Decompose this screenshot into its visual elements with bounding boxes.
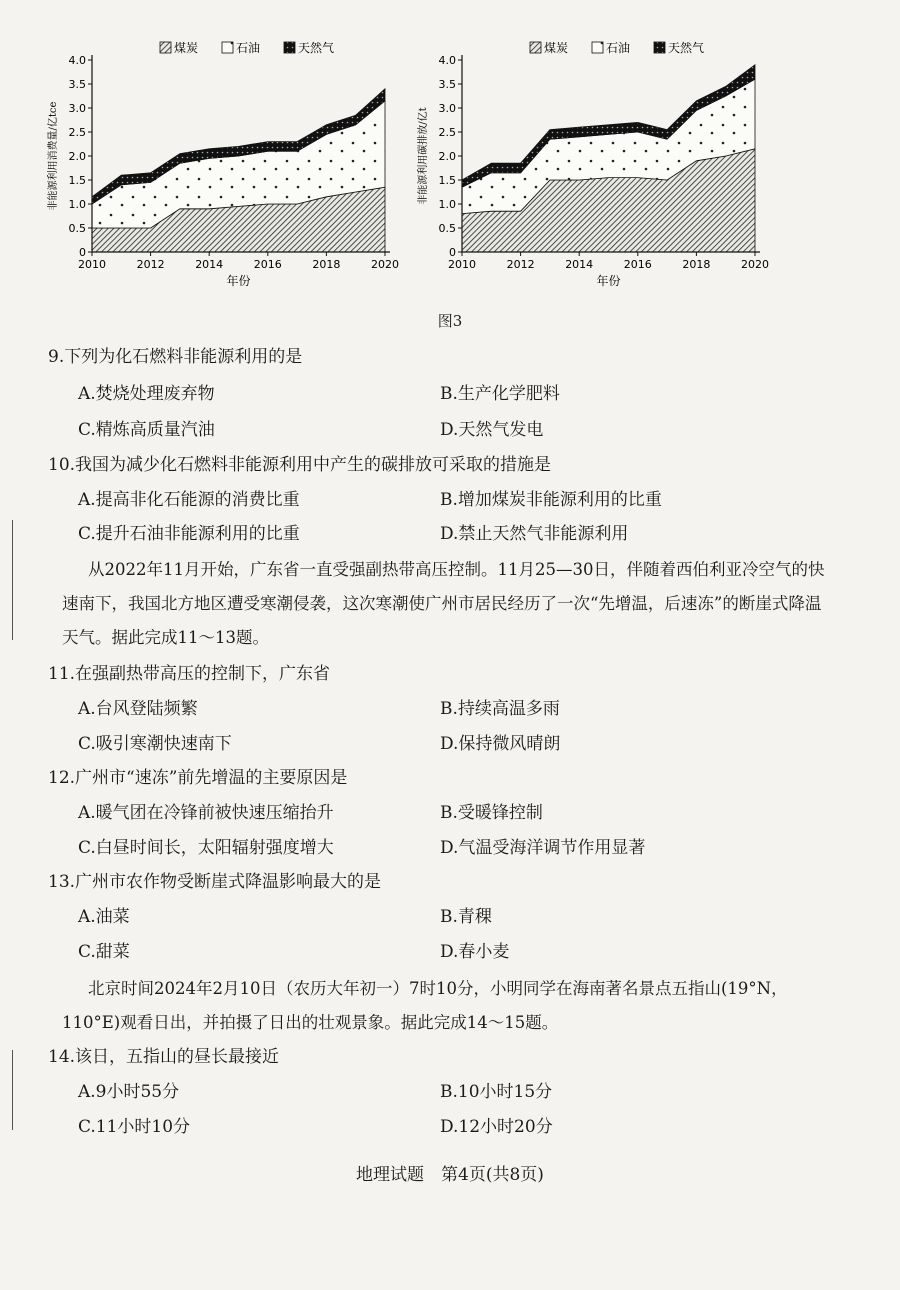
chart-consumption — [40, 30, 420, 300]
y-tick-label: 2.0 — [438, 150, 456, 163]
x-axis-label: 年份 — [596, 274, 621, 288]
option-10a: A.提高非化石能源的消费比重 — [78, 490, 300, 510]
legend-label: 天然气 — [298, 41, 335, 55]
legend-label: 天然气 — [668, 41, 705, 55]
y-tick-label: 3.0 — [68, 102, 86, 115]
option-9c: C.精炼高质量汽油 — [78, 420, 215, 440]
y-tick-label: 0.5 — [438, 222, 456, 235]
x-tick-label: 2016 — [623, 258, 652, 271]
legend-label: 煤炭 — [174, 41, 199, 55]
option-12d: D.气温受海洋调节作用显著 — [440, 838, 646, 858]
option-13a: A.油菜 — [78, 907, 130, 927]
question-12: 12.广州市“速冻”前先增温的主要原因是 — [48, 768, 348, 788]
option-11d: D.保持微风晴朗 — [440, 734, 561, 754]
y-tick-label: 3.0 — [438, 102, 456, 115]
binding-margin-line — [12, 520, 13, 640]
legend-swatch — [530, 42, 541, 53]
option-12b: B.受暖锋控制 — [440, 803, 543, 823]
x-tick-label: 2012 — [506, 258, 535, 271]
option-9d: D.天然气发电 — [440, 420, 544, 440]
legend-label: 石油 — [606, 41, 631, 55]
binding-margin-line-lower — [12, 1050, 13, 1130]
question-13: 13.广州市农作物受断崖式降温影响最大的是 — [48, 872, 382, 892]
passage-11-13: 从2022年11月开始，广东省一直受强副热带高压控制。11月25—30日，伴随着西伯利亚冷空气的快速南下，我国北方地区遭受寒潮侵袭，这次寒潮使广州市居民经历了一次“先增温，后速冻”的断崖式降温天气。据此完成11～13题。 — [62, 560, 825, 647]
y-tick-label: 1.5 — [438, 174, 456, 187]
option-14d: D.12小时20分 — [440, 1117, 553, 1137]
option-13b: B.青稞 — [440, 907, 492, 927]
y-tick-label: 2.0 — [68, 150, 86, 163]
y-tick-label: 3.5 — [438, 78, 456, 91]
legend-swatch — [592, 42, 603, 53]
option-14a: A.9小时55分 — [78, 1082, 180, 1102]
y-tick-label: 0 — [449, 246, 456, 259]
x-tick-label: 2010 — [448, 258, 476, 271]
y-tick-label: 1.5 — [68, 174, 86, 187]
x-tick-label: 2010 — [78, 258, 106, 271]
x-tick-label: 2012 — [136, 258, 165, 271]
option-12a: A.暖气团在冷锋前被快速压缩抬升 — [78, 803, 334, 823]
option-11b: B.持续高温多雨 — [440, 699, 560, 719]
y-tick-label: 2.5 — [68, 126, 86, 139]
y-tick-label: 4.0 — [68, 54, 86, 67]
figure-caption: 图3 — [437, 312, 463, 330]
page-footer: 地理试题 第4页(共8页) — [356, 1165, 544, 1185]
legend-swatch — [654, 42, 665, 53]
x-tick-label: 2014 — [565, 258, 594, 271]
option-14b: B.10小时15分 — [440, 1082, 553, 1102]
y-axis-label: 非能源利用消费量/亿tce — [48, 101, 59, 211]
x-tick-label: 2020 — [371, 258, 399, 271]
x-tick-label: 2020 — [741, 258, 769, 271]
legend-label: 煤炭 — [544, 41, 569, 55]
option-11c: C.吸引寒潮快速南下 — [78, 734, 232, 754]
figure-3 — [40, 30, 860, 300]
question-14: 14.该日，五指山的昼长最接近 — [48, 1047, 280, 1067]
passage-14-15: 北京时间2024年2月10日（农历大年初一）7时10分，小明同学在海南著名景点五指山(19°N，110°E)观看日出，并拍摄了日出的壮观景象。据此完成14～15题。 — [62, 979, 788, 1032]
option-11a: A.台风登陆频繁 — [78, 699, 198, 719]
question-10: 10.我国为减少化石燃料非能源利用中产生的碳排放可采取的措施是 — [48, 455, 552, 475]
y-tick-label: 4.0 — [438, 54, 456, 67]
question-9: 9.下列为化石燃料非能源利用的是 — [48, 347, 303, 367]
chart-carbon-emission — [410, 30, 790, 300]
option-10b: B.增加煤炭非能源利用的比重 — [440, 490, 662, 510]
y-tick-label: 2.5 — [438, 126, 456, 139]
legend-label: 石油 — [236, 41, 261, 55]
option-10c: C.提升石油非能源利用的比重 — [78, 524, 300, 544]
x-tick-label: 2016 — [253, 258, 282, 271]
option-9b: B.生产化学肥料 — [440, 384, 560, 404]
option-12c: C.白昼时间长，太阳辐射强度增大 — [78, 838, 334, 858]
option-13d: D.春小麦 — [440, 942, 510, 962]
x-tick-label: 2018 — [312, 258, 341, 271]
option-13c: C.甜菜 — [78, 942, 130, 962]
y-axis-label: 非能源利用碳排放/亿t — [418, 107, 429, 205]
legend-swatch — [160, 42, 171, 53]
x-axis-label: 年份 — [226, 274, 251, 288]
y-tick-label: 0.5 — [68, 222, 86, 235]
y-tick-label: 1.0 — [438, 198, 456, 211]
option-9a: A.焚烧处理废弃物 — [78, 384, 215, 404]
y-tick-label: 3.5 — [68, 78, 86, 91]
y-tick-label: 1.0 — [68, 198, 86, 211]
y-tick-label: 0 — [79, 246, 86, 259]
option-14c: C.11小时10分 — [78, 1117, 191, 1137]
legend-swatch — [284, 42, 295, 53]
x-tick-label: 2018 — [682, 258, 711, 271]
x-tick-label: 2014 — [195, 258, 224, 271]
legend-swatch — [222, 42, 233, 53]
option-10d: D.禁止天然气非能源利用 — [440, 524, 629, 544]
question-11: 11.在强副热带高压的控制下，广东省 — [48, 664, 331, 684]
